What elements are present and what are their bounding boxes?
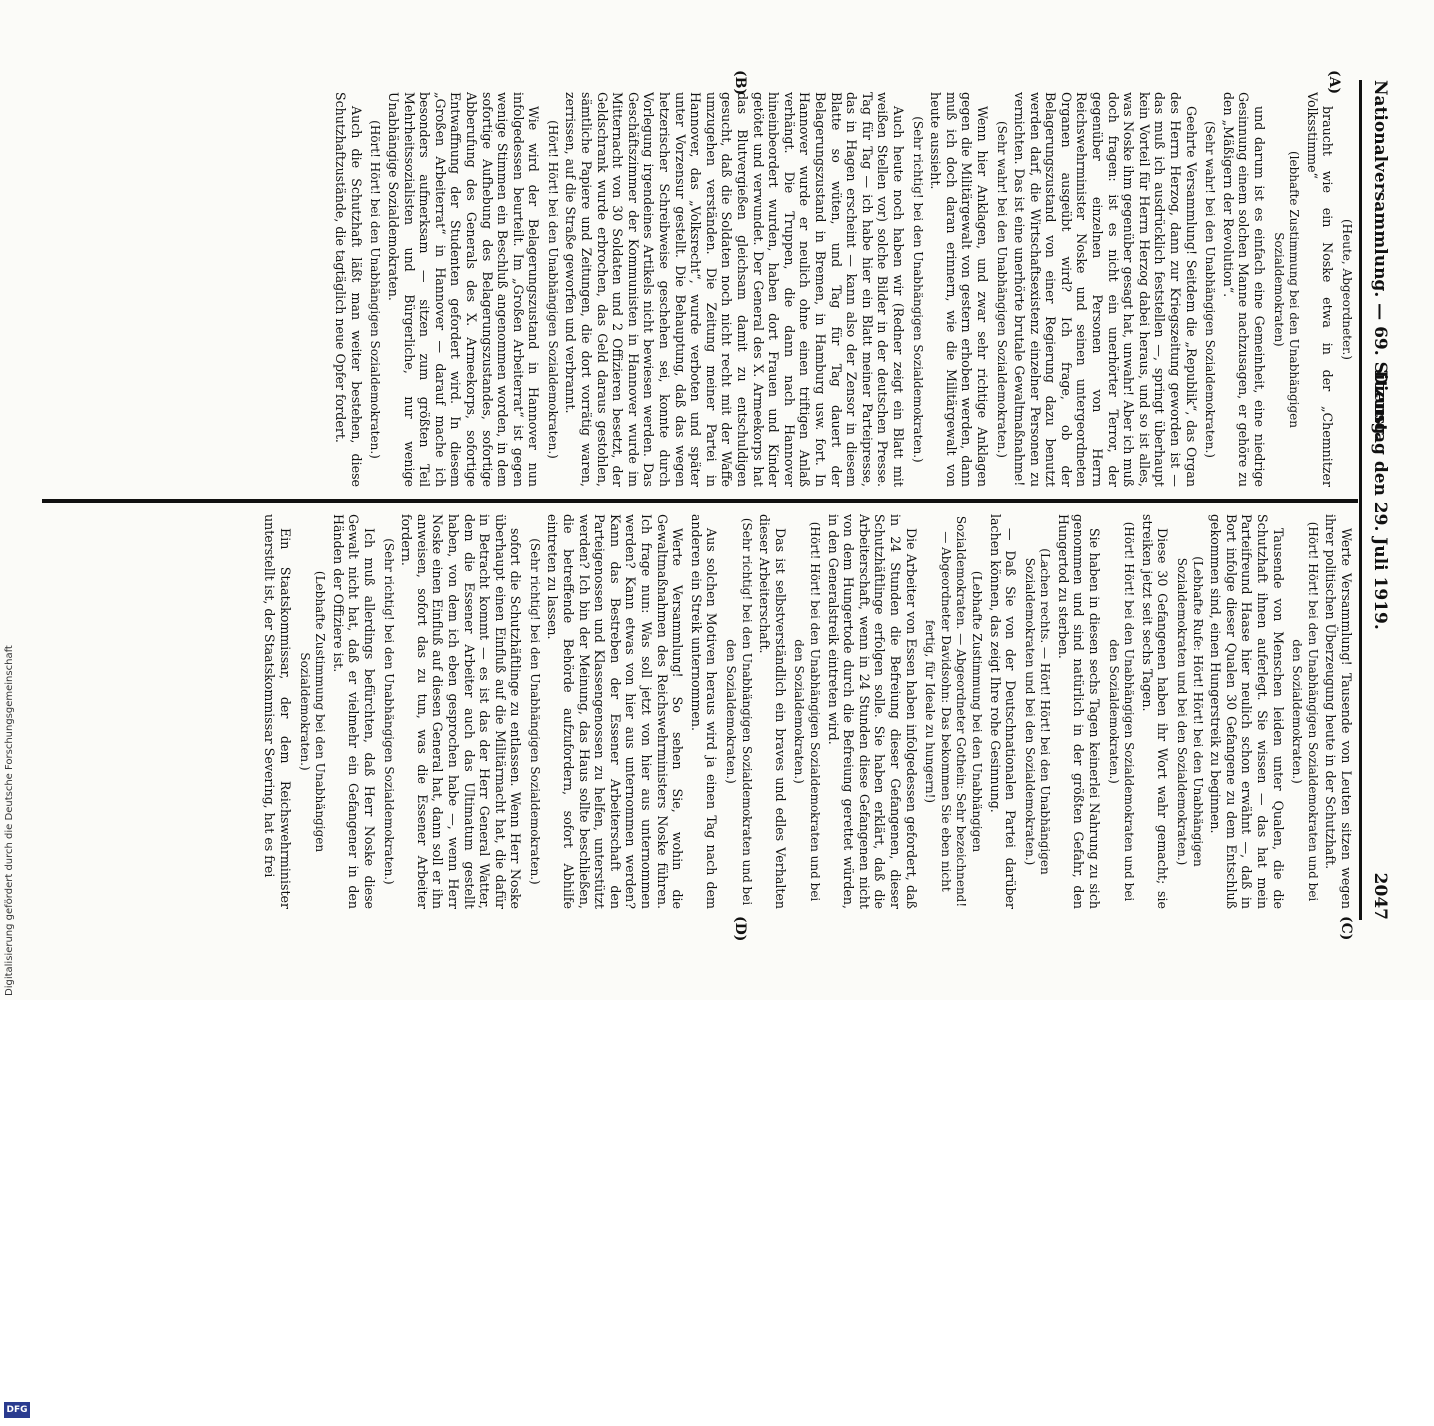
dfg-logo: DFG: [4, 1402, 30, 1418]
speech-paragraph: Aus solchen Motiven heraus wird ja einen Tag nach dem anderen ein Streik unternommen.: [688, 514, 720, 909]
left-column: [44, 92, 1354, 487]
speech-paragraph: und darum ist es einfach eine Gemeinheit, eine niedrige Gesinnung einem solchen Manne nachzusagen, er gehöre zu den „Mäßigern der Revolution“.: [1220, 92, 1268, 487]
speech-paragraph: Die Arbeiter von Essen haben infolgedessen gefordert, daß in 24 Stunden die Befreiung dieser Gefangenen, dieser Schutzhäftlinge erfolgen solle. Sie haben erklärt, daß die Arbeiterschaft, wenn in 24 Stunden diese Gefangenen nicht von dem Hungertode durch die Befreiung gerettet würden, in den Generalstreik eintreten wird.: [825, 514, 919, 909]
interjection-paragraph: (Sehr wahr! bei den Unabhängigen Sozialdemokraten.): [1203, 120, 1218, 458]
speech-paragraph: Werte Versammlung! Tausende von Leuten sitzen wegen ihrer politischen Überzeugung heute in der Schutzhaft.: [1323, 514, 1354, 909]
interjection-paragraph: (Heute, Abgeordneter.): [1340, 219, 1354, 360]
speech-paragraph: sofort die Schutzhäftlinge zu entlassen. Wenn Herr Noske überhaupt einen Einfluß auf die Militärmacht hat, die dafür in Betracht kommt — es ist das der Herr General Watter, dem die Essener Arbeiter auch das Ultimatum gestellt haben, von dem ich eben gesprochen habe —, wenn Herr Noske einen Einfluß auf diesen General hat, dann soll er ihn anweisen, sofort das zu tun, was die Essener Arbeiter fordern.: [399, 514, 524, 909]
interjection-paragraph: (Sehr wahr! bei den Unabhängigen Sozialdemokraten.): [994, 120, 1009, 458]
page-number: 2047: [1370, 872, 1390, 920]
speech-paragraph: Sie haben in diesen sechs Tagen keinerlei Nahrung zu sich genommen und sind natürlich in der größten Gefahr, den Hungertod zu sterben.: [1055, 514, 1103, 909]
speech-paragraph: Wie wird der Belagerungszustand in Hannover nun infolgedessen beurteilt. Im „Großen Arbeiterrat“ ist gegen wenige Stimmen ein Beschluß angenommen worden, in dem sofortige Aufhebung des Belagerungszustandes, sofortige Abberufung des Generals des X. Armeekorps, sofortige Entwaffnung der Studenten gefordert wird. In diesem „Großen Arbeiterrat“ in Hannover — darauf mache ich besonders aufmerksam — sitzen zum größten Teil Mehrheitssozialisten und Bürgerliche, nur wenige Unabhängige Sozialdemokraten.: [385, 92, 542, 487]
digitization-note: [40, 1404, 1000, 1426]
interjection-paragraph: (Lebhafte Zustimmung bei den Unabhängigen Sozialdemokraten. — Abgeordneter Gothein: Sehr bezeichnend! — Abgeordneter Davidsohn: Das bekommen Sie eben nicht fertig, für Ideale zu hungern!): [923, 515, 984, 908]
interjection-paragraph: (lebhafte Zustimmung bei den Unabhängigen Sozialdemokraten): [1271, 150, 1302, 429]
interjection-paragraph: (Lebhafte Rufe: Hört! Hört! bei den Unabhängigen Sozialdemokraten und bei den Sozialdemokraten.): [1175, 556, 1205, 867]
margin-marker-c: (C): [1338, 916, 1354, 941]
header-date: Dienstag den 29. Juli 1919.: [1370, 370, 1390, 630]
interjection-paragraph: (Sehr richtig! bei den Unabhängigen Sozialdemokraten und bei den Sozialdemokraten.): [724, 517, 754, 906]
speech-paragraph: — Daß Sie von der Deutschnationalen Partei darüber lachen können, das zeigt Ihre rohe Gesinnung.: [987, 514, 1019, 909]
interjection-paragraph: (Lachen rechts. — Hört! Hört! bei den Unabhängigen Sozialdemokraten und bei den Sozialdemokraten.): [1022, 548, 1053, 875]
header-left: Nationalversammlung. — 69. Sitzung.: [1370, 80, 1390, 441]
margin-marker-a: (A): [1326, 70, 1342, 95]
margin-marker-d: (D): [732, 916, 748, 942]
column-divider: [42, 499, 1358, 503]
right-column: [44, 514, 1354, 909]
interjection-paragraph: (Hört! Hört! bei den Unabhängigen Sozialdemokraten und bei den Sozialdemokraten.): [792, 521, 822, 902]
interjection-paragraph: (Hört! Hört! bei den Unabhängigen Sozialdemokraten.): [368, 120, 383, 459]
speech-paragraph: Diese 30 Gefangenen haben ihr Wort wahr gemacht; sie streiken jetzt seit sechs Tagen.: [1139, 514, 1171, 909]
page-header: [1362, 80, 1398, 920]
interjection-paragraph: (Sehr richtig! bei den Unabhängigen Sozialdemokraten.): [910, 116, 925, 463]
digitization-note-text: Digitalisierung gefördert durch die Deutsche Forschungsgemeinschaft: [4, 645, 15, 996]
interjection-paragraph: (Hört! Hört! bei den Unabhängigen Sozialdemokraten und bei den Sozialdemokraten.): [1106, 521, 1137, 902]
interjection-paragraph: (Sehr richtig! bei den Unabhängigen Sozialdemokraten.): [527, 538, 542, 885]
speech-paragraph: Werte Versammlung! So sehen Sie, wohin die Gewaltmaßnahmen des Reichswehrministers Noske führen. Ich frage nun: Was soll jetzt von hier aus unternommen werden? Kann etwas von hier aus unternommen werden? Kann das Bestreben der Essener Arbeiterschaft den Parteigenossen und Klassengenossen zu helfen, unterstützt werden? Ich bin der Meinung, das Haus sollte beschließen, die betreffende Behörde aufzufordern, sofort Abhilfe eintreten zu lassen.: [545, 514, 686, 909]
speech-paragraph: Wenn hier Anklagen, und zwar sehr richtige Anklagen gegen die Militärgewalt von gestern erhoben werden, dann muß ich doch daran erinnern, wie die Militärgewalt von heute aussieht.: [928, 92, 990, 487]
speech-paragraph: braucht wie ein Noske etwa in der „Chemnitzer Volksstimme“: [1304, 92, 1336, 487]
speech-paragraph: Geehrte Versammlung! Seitdem die „Republik“, das Organ des Herrn Herzog, dann zur Kriegszeitung geworden ist — das muß ich ausdrücklich feststellen —, springt überhaupt kein Vorteil für Herrn Herzog dabei heraus, und so ist alles, was Noske ihm gegenüber gesagt hat, unwahr! Aber ich muß doch fragen: ist es nicht ein unerhörter Terror, der gegenüber einzelnen Personen von Herrn Reichswehrminister Noske und seinen untergeordneten Organen ausgeübt wird? Ich frage, ob der Belagerungszustand von einer Regierung dazu benutzt werden darf, die Wirtschaftsexistenz einzelner Personen zu vernichten. Das ist eine unerhörte brutale Gewaltmaßnahme!: [1012, 92, 1199, 487]
speech-paragraph: Tausende von Menschen leiden unter Qualen, die die Schutzhaft ihnen auferlegt. Sie wissen — das hat mein Parteifreund Haase hier neulich schon erwähnt —, daß in Bort infolge dieser Qualen 30 Gefangene zu dem Entschluß gekommen sind, einen Hungerstreik zu beginnen.: [1208, 514, 1286, 909]
speech-paragraph: Ein Staatskommissar, der dem Reichswehrminister unterstellt ist, der Staatskommissar Severing, hat es frei: [262, 514, 293, 909]
speech-paragraph: Auch die Schutzhaft läßt man weiter bestehen, diese Schutzhaftzustände, die tagtäglich neue Opfer fordert.: [333, 92, 364, 487]
speech-paragraph: Ich muß allerdings befürchten, daß Herr Noske diese Gewalt nicht hat, daß er vielmehr ein Gefangener in den Händen der Offiziere ist.: [330, 514, 377, 909]
margin-marker-b: (B): [732, 70, 748, 96]
header-rule: [1359, 80, 1362, 920]
interjection-paragraph: (Lebhafte Zustimmung bei den Unabhängigen Sozialdemokraten.): [297, 570, 328, 853]
speech-paragraph: Das ist selbstverständlich ein braves und edles Verhalten dieser Arbeiterschaft.: [757, 514, 788, 909]
interjection-paragraph: (Sehr richtig! bei den Unabhängigen Sozialdemokraten.): [381, 538, 396, 885]
interjection-paragraph: (Hört! Hört! bei den Unabhängigen Sozialdemokraten.): [545, 120, 560, 459]
interjection-paragraph: (Hört! Hört! bei den Unabhängigen Sozialdemokraten und bei den Sozialdemokraten.): [1290, 521, 1320, 902]
speech-paragraph: Auch heute noch haben wir (Redner zeigt ein Blatt mit weißen Stellen vor) solche Bilder in der deutschen Presse. Tag für Tag — ich habe hier ein Blatt meiner Parteipresse, das in Hagen erscheint — kann also der Zensor in diesem Blatte so wüten, und Tag für Tag dauert der Belagerungszustand in Bremen, in Hamburg usw. fort. In Hannover wurde er neulich ohne einen triftigen Anlaß verhängt. Die Truppen, die dann nach Hannover hineinbeordert wurden, haben dort Frauen und Kinder getötet und verwundet. Der General des X. Armeekorps hat das Blutvergießen gleichsam damit zu entschuldigen gesucht, daß die Soldaten noch nicht recht mit der Waffe umzugehen verständen. Die Zeitung meiner Partei in Hannover, das „Volksrecht“, wurde verboten und später unter Vorzensur gestellt. Die Behauptung, daß das wegen hetzerischer Schreibweise geschehen sei, konnte durch Vorlegung irgendeines Artikels nicht bewiesen werden. Das Geschäftszimmer der Kommunisten in Hannover wurde im Mitternacht von 30 Soldaten und 2 Offizieren besetzt, der Geldschrank wurde erbrochen, das Geld daraus gestohlen, sämtliche Papiere und Zeitungen, die dort vorrätig waren, zerrissen, auf die Straße geworfen und verbrannt.: [563, 92, 906, 487]
